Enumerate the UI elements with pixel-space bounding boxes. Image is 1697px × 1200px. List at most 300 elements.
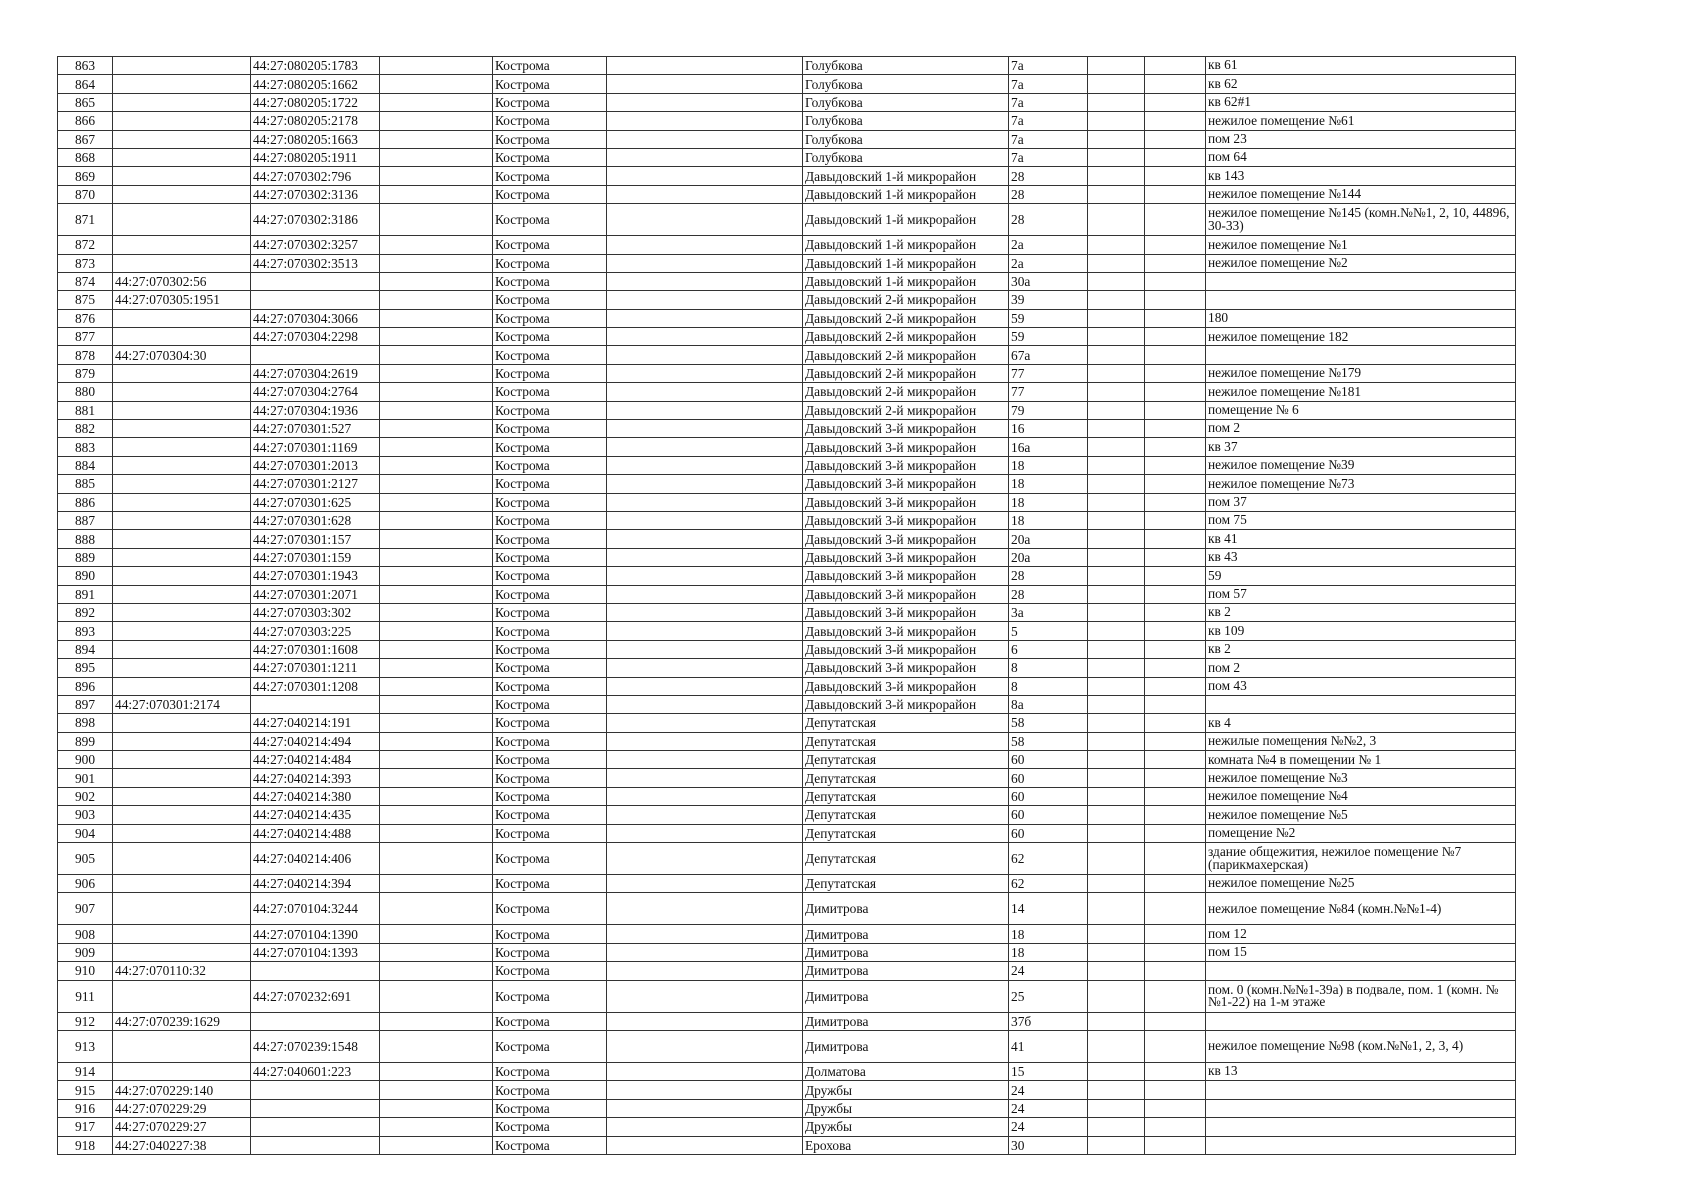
row-number-cell: 892 (58, 603, 113, 621)
empty-column-6-cell (607, 843, 803, 875)
empty-column-6-cell (607, 1012, 803, 1030)
empty-column-9-cell (1088, 787, 1145, 805)
house-number-cell: 60 (1009, 769, 1088, 787)
building-cadastral-number-cell (113, 57, 251, 75)
premises-description-cell: кв 62 (1206, 75, 1516, 93)
house-number-cell: 7а (1009, 148, 1088, 166)
premises-description-cell (1206, 1099, 1516, 1117)
empty-column-6-cell (607, 272, 803, 290)
empty-column-10-cell (1145, 236, 1206, 254)
premises-description-cell (1206, 1012, 1516, 1030)
city-cell: Кострома (493, 843, 607, 875)
empty-column-4-cell (380, 732, 493, 750)
table-row (58, 328, 1516, 346)
table-row (58, 309, 1516, 327)
empty-column-10-cell (1145, 346, 1206, 364)
empty-column-9-cell (1088, 291, 1145, 309)
table-row (58, 714, 1516, 732)
row-number-cell: 888 (58, 530, 113, 548)
street-cell: Депутатская (803, 875, 1009, 893)
empty-column-6-cell (607, 769, 803, 787)
premises-cadastral-number-cell: 44:27:070104:3244 (251, 893, 380, 925)
premises-description-cell: здание общежития, нежилое помещение №7 (парикмахерская) (1206, 843, 1516, 875)
city-cell: Кострома (493, 1081, 607, 1099)
empty-column-9-cell (1088, 1081, 1145, 1099)
empty-column-6-cell (607, 148, 803, 166)
empty-column-9-cell (1088, 677, 1145, 695)
empty-column-6-cell (607, 603, 803, 621)
empty-column-10-cell (1145, 640, 1206, 658)
table-row (58, 75, 1516, 93)
empty-column-10-cell (1145, 925, 1206, 943)
city-cell: Кострома (493, 787, 607, 805)
empty-column-10-cell (1145, 254, 1206, 272)
house-number-cell: 77 (1009, 364, 1088, 382)
building-cadastral-number-cell: 44:27:070110:32 (113, 962, 251, 980)
building-cadastral-number-cell (113, 732, 251, 750)
table-row (58, 167, 1516, 185)
empty-column-9-cell (1088, 420, 1145, 438)
premises-cadastral-number-cell (251, 291, 380, 309)
city-cell: Кострома (493, 475, 607, 493)
empty-column-10-cell (1145, 962, 1206, 980)
street-cell: Голубкова (803, 75, 1009, 93)
row-number-cell: 873 (58, 254, 113, 272)
city-cell: Кострома (493, 93, 607, 111)
house-number-cell: 8 (1009, 659, 1088, 677)
row-number-cell: 885 (58, 475, 113, 493)
street-cell: Дружбы (803, 1081, 1009, 1099)
empty-column-9-cell (1088, 875, 1145, 893)
empty-column-9-cell (1088, 493, 1145, 511)
table-row (58, 254, 1516, 272)
premises-cadastral-number-cell: 44:27:080205:1663 (251, 130, 380, 148)
table-row (58, 1081, 1516, 1099)
empty-column-4-cell (380, 456, 493, 474)
building-cadastral-number-cell (113, 751, 251, 769)
empty-column-4-cell (380, 659, 493, 677)
premises-description-cell: пом. 0 (комн.№№1-39а) в подвале, пом. 1 (комн. №№1-22) на 1-м этаже (1206, 980, 1516, 1012)
building-cadastral-number-cell (113, 980, 251, 1012)
premises-description-cell: пом 37 (1206, 493, 1516, 511)
empty-column-6-cell (607, 1030, 803, 1062)
street-cell: Давыдовский 3-й микрорайон (803, 622, 1009, 640)
house-number-cell: 37б (1009, 1012, 1088, 1030)
house-number-cell: 59 (1009, 328, 1088, 346)
row-number-cell: 882 (58, 420, 113, 438)
empty-column-9-cell (1088, 328, 1145, 346)
premises-description-cell: пом 2 (1206, 420, 1516, 438)
premises-description-cell: нежилое помещение №73 (1206, 475, 1516, 493)
premises-cadastral-number-cell: 44:27:070301:1943 (251, 567, 380, 585)
empty-column-4-cell (380, 603, 493, 621)
empty-column-9-cell (1088, 1136, 1145, 1154)
row-number-cell: 871 (58, 204, 113, 236)
empty-column-10-cell (1145, 364, 1206, 382)
premises-cadastral-number-cell: 44:27:070304:1936 (251, 401, 380, 419)
table-row (58, 824, 1516, 842)
empty-column-4-cell (380, 548, 493, 566)
premises-cadastral-number-cell: 44:27:070301:2071 (251, 585, 380, 603)
empty-column-4-cell (380, 112, 493, 130)
building-cadastral-number-cell (113, 677, 251, 695)
house-number-cell: 60 (1009, 806, 1088, 824)
table-row (58, 420, 1516, 438)
street-cell: Давыдовский 2-й микрорайон (803, 309, 1009, 327)
empty-column-10-cell (1145, 980, 1206, 1012)
premises-cadastral-number-cell: 44:27:070232:691 (251, 980, 380, 1012)
house-number-cell: 24 (1009, 1099, 1088, 1117)
row-number-cell: 876 (58, 309, 113, 327)
empty-column-10-cell (1145, 1136, 1206, 1154)
table-row (58, 1012, 1516, 1030)
empty-column-6-cell (607, 824, 803, 842)
house-number-cell: 62 (1009, 843, 1088, 875)
table-row (58, 364, 1516, 382)
house-number-cell: 20а (1009, 548, 1088, 566)
empty-column-4-cell (380, 980, 493, 1012)
premises-cadastral-number-cell: 44:27:080205:1722 (251, 93, 380, 111)
empty-column-6-cell (607, 383, 803, 401)
empty-column-4-cell (380, 769, 493, 787)
house-number-cell: 39 (1009, 291, 1088, 309)
street-cell: Давыдовский 3-й микрорайон (803, 603, 1009, 621)
building-cadastral-number-cell (113, 438, 251, 456)
empty-column-4-cell (380, 1118, 493, 1136)
premises-cadastral-number-cell: 44:27:040214:435 (251, 806, 380, 824)
city-cell: Кострома (493, 112, 607, 130)
street-cell: Дружбы (803, 1099, 1009, 1117)
premises-description-cell: нежилое помещение №179 (1206, 364, 1516, 382)
empty-column-10-cell (1145, 204, 1206, 236)
street-cell: Депутатская (803, 843, 1009, 875)
house-number-cell: 7а (1009, 75, 1088, 93)
row-number-cell: 898 (58, 714, 113, 732)
building-cadastral-number-cell (113, 130, 251, 148)
empty-column-6-cell (607, 567, 803, 585)
city-cell: Кострома (493, 493, 607, 511)
empty-column-4-cell (380, 309, 493, 327)
empty-column-6-cell (607, 695, 803, 713)
building-cadastral-number-cell (113, 364, 251, 382)
street-cell: Голубкова (803, 112, 1009, 130)
empty-column-9-cell (1088, 93, 1145, 111)
empty-column-9-cell (1088, 272, 1145, 290)
street-cell: Давыдовский 1-й микрорайон (803, 254, 1009, 272)
empty-column-9-cell (1088, 383, 1145, 401)
empty-column-10-cell (1145, 1030, 1206, 1062)
empty-column-4-cell (380, 511, 493, 529)
empty-column-4-cell (380, 185, 493, 203)
house-number-cell: 41 (1009, 1030, 1088, 1062)
table-row (58, 112, 1516, 130)
city-cell: Кострома (493, 943, 607, 961)
street-cell: Депутатская (803, 769, 1009, 787)
empty-column-6-cell (607, 659, 803, 677)
city-cell: Кострома (493, 456, 607, 474)
house-number-cell: 20а (1009, 530, 1088, 548)
empty-column-4-cell (380, 204, 493, 236)
street-cell: Давыдовский 3-й микрорайон (803, 567, 1009, 585)
house-number-cell: 24 (1009, 962, 1088, 980)
empty-column-10-cell (1145, 530, 1206, 548)
empty-column-6-cell (607, 130, 803, 148)
row-number-cell: 911 (58, 980, 113, 1012)
empty-column-4-cell (380, 875, 493, 893)
empty-column-9-cell (1088, 893, 1145, 925)
premises-description-cell: пом 57 (1206, 585, 1516, 603)
row-number-cell: 891 (58, 585, 113, 603)
city-cell: Кострома (493, 185, 607, 203)
empty-column-6-cell (607, 1081, 803, 1099)
premises-cadastral-number-cell: 44:27:070301:527 (251, 420, 380, 438)
empty-column-6-cell (607, 511, 803, 529)
premises-description-cell: нежилое помещение №145 (комн.№№1, 2, 10, 44896, 30-33) (1206, 204, 1516, 236)
empty-column-4-cell (380, 148, 493, 166)
empty-column-6-cell (607, 751, 803, 769)
street-cell: Давыдовский 3-й микрорайон (803, 659, 1009, 677)
city-cell: Кострома (493, 1099, 607, 1117)
premises-description-cell: нежилое помещение №181 (1206, 383, 1516, 401)
street-cell: Давыдовский 2-й микрорайон (803, 401, 1009, 419)
empty-column-9-cell (1088, 769, 1145, 787)
building-cadastral-number-cell (113, 475, 251, 493)
row-number-cell: 879 (58, 364, 113, 382)
premises-description-cell (1206, 695, 1516, 713)
premises-cadastral-number-cell (251, 1012, 380, 1030)
premises-description-cell: нежилое помещение №1 (1206, 236, 1516, 254)
premises-cadastral-number-cell (251, 1099, 380, 1117)
premises-description-cell: кв 2 (1206, 640, 1516, 658)
building-cadastral-number-cell (113, 893, 251, 925)
empty-column-10-cell (1145, 677, 1206, 695)
street-cell: Давыдовский 2-й микрорайон (803, 364, 1009, 382)
city-cell: Кострома (493, 732, 607, 750)
premises-description-cell: нежилое помещение 182 (1206, 328, 1516, 346)
empty-column-10-cell (1145, 787, 1206, 805)
property-registry-table (57, 56, 1516, 1155)
table-row (58, 383, 1516, 401)
row-number-cell: 893 (58, 622, 113, 640)
city-cell: Кострома (493, 925, 607, 943)
row-number-cell: 868 (58, 148, 113, 166)
empty-column-4-cell (380, 328, 493, 346)
city-cell: Кострома (493, 980, 607, 1012)
street-cell: Ерохова (803, 1136, 1009, 1154)
row-number-cell: 902 (58, 787, 113, 805)
empty-column-9-cell (1088, 185, 1145, 203)
street-cell: Голубкова (803, 93, 1009, 111)
empty-column-10-cell (1145, 875, 1206, 893)
house-number-cell: 24 (1009, 1118, 1088, 1136)
building-cadastral-number-cell (113, 420, 251, 438)
premises-cadastral-number-cell (251, 962, 380, 980)
building-cadastral-number-cell (113, 843, 251, 875)
street-cell: Давыдовский 3-й микрорайон (803, 456, 1009, 474)
street-cell: Димитрова (803, 893, 1009, 925)
table-row (58, 787, 1516, 805)
row-number-cell: 864 (58, 75, 113, 93)
empty-column-6-cell (607, 732, 803, 750)
row-number-cell: 869 (58, 167, 113, 185)
city-cell: Кострома (493, 1030, 607, 1062)
house-number-cell: 7а (1009, 57, 1088, 75)
city-cell: Кострома (493, 695, 607, 713)
empty-column-4-cell (380, 640, 493, 658)
building-cadastral-number-cell (113, 943, 251, 961)
empty-column-10-cell (1145, 695, 1206, 713)
street-cell: Голубкова (803, 57, 1009, 75)
street-cell: Давыдовский 1-й микрорайон (803, 185, 1009, 203)
row-number-cell: 878 (58, 346, 113, 364)
house-number-cell: 60 (1009, 824, 1088, 842)
city-cell: Кострома (493, 438, 607, 456)
premises-description-cell: кв 109 (1206, 622, 1516, 640)
empty-column-4-cell (380, 236, 493, 254)
empty-column-6-cell (607, 622, 803, 640)
street-cell: Депутатская (803, 732, 1009, 750)
empty-column-9-cell (1088, 236, 1145, 254)
building-cadastral-number-cell (113, 714, 251, 732)
city-cell: Кострома (493, 75, 607, 93)
row-number-cell: 877 (58, 328, 113, 346)
premises-cadastral-number-cell: 44:27:070303:302 (251, 603, 380, 621)
table-row (58, 401, 1516, 419)
table-row (58, 843, 1516, 875)
table-row (58, 769, 1516, 787)
table-row (58, 1099, 1516, 1117)
empty-column-9-cell (1088, 254, 1145, 272)
empty-column-4-cell (380, 401, 493, 419)
empty-column-4-cell (380, 1081, 493, 1099)
street-cell: Давыдовский 3-й микрорайон (803, 420, 1009, 438)
empty-column-10-cell (1145, 843, 1206, 875)
house-number-cell: 59 (1009, 309, 1088, 327)
city-cell: Кострома (493, 962, 607, 980)
table-row (58, 943, 1516, 961)
empty-column-4-cell (380, 364, 493, 382)
street-cell: Давыдовский 1-й микрорайон (803, 167, 1009, 185)
building-cadastral-number-cell (113, 530, 251, 548)
empty-column-9-cell (1088, 364, 1145, 382)
building-cadastral-number-cell (113, 401, 251, 419)
empty-column-9-cell (1088, 1012, 1145, 1030)
empty-column-9-cell (1088, 1099, 1145, 1117)
building-cadastral-number-cell (113, 622, 251, 640)
empty-column-4-cell (380, 438, 493, 456)
empty-column-6-cell (607, 962, 803, 980)
table-row (58, 346, 1516, 364)
city-cell: Кострома (493, 401, 607, 419)
street-cell: Давыдовский 3-й микрорайон (803, 585, 1009, 603)
row-number-cell: 908 (58, 925, 113, 943)
row-number-cell: 916 (58, 1099, 113, 1117)
row-number-cell: 903 (58, 806, 113, 824)
empty-column-4-cell (380, 167, 493, 185)
premises-description-cell: 59 (1206, 567, 1516, 585)
row-number-cell: 896 (58, 677, 113, 695)
city-cell: Кострома (493, 548, 607, 566)
empty-column-4-cell (380, 130, 493, 148)
empty-column-4-cell (380, 530, 493, 548)
premises-cadastral-number-cell: 44:27:080205:1662 (251, 75, 380, 93)
premises-description-cell: нежилое помещение №84 (комн.№№1-4) (1206, 893, 1516, 925)
premises-cadastral-number-cell: 44:27:070303:225 (251, 622, 380, 640)
house-number-cell: 28 (1009, 204, 1088, 236)
house-number-cell: 7а (1009, 130, 1088, 148)
premises-cadastral-number-cell: 44:27:040214:393 (251, 769, 380, 787)
empty-column-10-cell (1145, 383, 1206, 401)
street-cell: Давыдовский 1-й микрорайон (803, 204, 1009, 236)
city-cell: Кострома (493, 714, 607, 732)
table-row (58, 438, 1516, 456)
table-row (58, 603, 1516, 621)
premises-cadastral-number-cell: 44:27:040214:394 (251, 875, 380, 893)
building-cadastral-number-cell: 44:27:070229:140 (113, 1081, 251, 1099)
row-number-cell: 915 (58, 1081, 113, 1099)
table-row (58, 1030, 1516, 1062)
table-row (58, 962, 1516, 980)
premises-cadastral-number-cell: 44:27:070304:2298 (251, 328, 380, 346)
city-cell: Кострома (493, 148, 607, 166)
row-number-cell: 881 (58, 401, 113, 419)
empty-column-10-cell (1145, 824, 1206, 842)
empty-column-10-cell (1145, 456, 1206, 474)
premises-description-cell: кв 13 (1206, 1062, 1516, 1080)
building-cadastral-number-cell: 44:27:070229:29 (113, 1099, 251, 1117)
building-cadastral-number-cell (113, 1030, 251, 1062)
empty-column-10-cell (1145, 475, 1206, 493)
empty-column-10-cell (1145, 272, 1206, 290)
empty-column-10-cell (1145, 1081, 1206, 1099)
empty-column-6-cell (607, 401, 803, 419)
building-cadastral-number-cell (113, 204, 251, 236)
empty-column-10-cell (1145, 291, 1206, 309)
city-cell: Кострома (493, 677, 607, 695)
street-cell: Давыдовский 2-й микрорайон (803, 383, 1009, 401)
empty-column-6-cell (607, 493, 803, 511)
street-cell: Депутатская (803, 714, 1009, 732)
house-number-cell: 58 (1009, 732, 1088, 750)
row-number-cell: 914 (58, 1062, 113, 1080)
building-cadastral-number-cell: 44:27:070305:1951 (113, 291, 251, 309)
row-number-cell: 867 (58, 130, 113, 148)
city-cell: Кострома (493, 364, 607, 382)
premises-cadastral-number-cell: 44:27:070304:2619 (251, 364, 380, 382)
street-cell: Депутатская (803, 806, 1009, 824)
empty-column-10-cell (1145, 167, 1206, 185)
empty-column-9-cell (1088, 659, 1145, 677)
table-row (58, 204, 1516, 236)
building-cadastral-number-cell (113, 925, 251, 943)
street-cell: Димитрова (803, 1030, 1009, 1062)
premises-description-cell: кв 61 (1206, 57, 1516, 75)
premises-description-cell: пом 15 (1206, 943, 1516, 961)
table-row (58, 456, 1516, 474)
premises-cadastral-number-cell: 44:27:070301:1608 (251, 640, 380, 658)
table-row (58, 57, 1516, 75)
empty-column-4-cell (380, 1030, 493, 1062)
house-number-cell: 16а (1009, 438, 1088, 456)
house-number-cell: 60 (1009, 787, 1088, 805)
premises-cadastral-number-cell (251, 346, 380, 364)
empty-column-4-cell (380, 751, 493, 769)
building-cadastral-number-cell (113, 112, 251, 130)
premises-description-cell: нежилое помещение №4 (1206, 787, 1516, 805)
street-cell: Депутатская (803, 824, 1009, 842)
table-row (58, 475, 1516, 493)
empty-column-4-cell (380, 695, 493, 713)
